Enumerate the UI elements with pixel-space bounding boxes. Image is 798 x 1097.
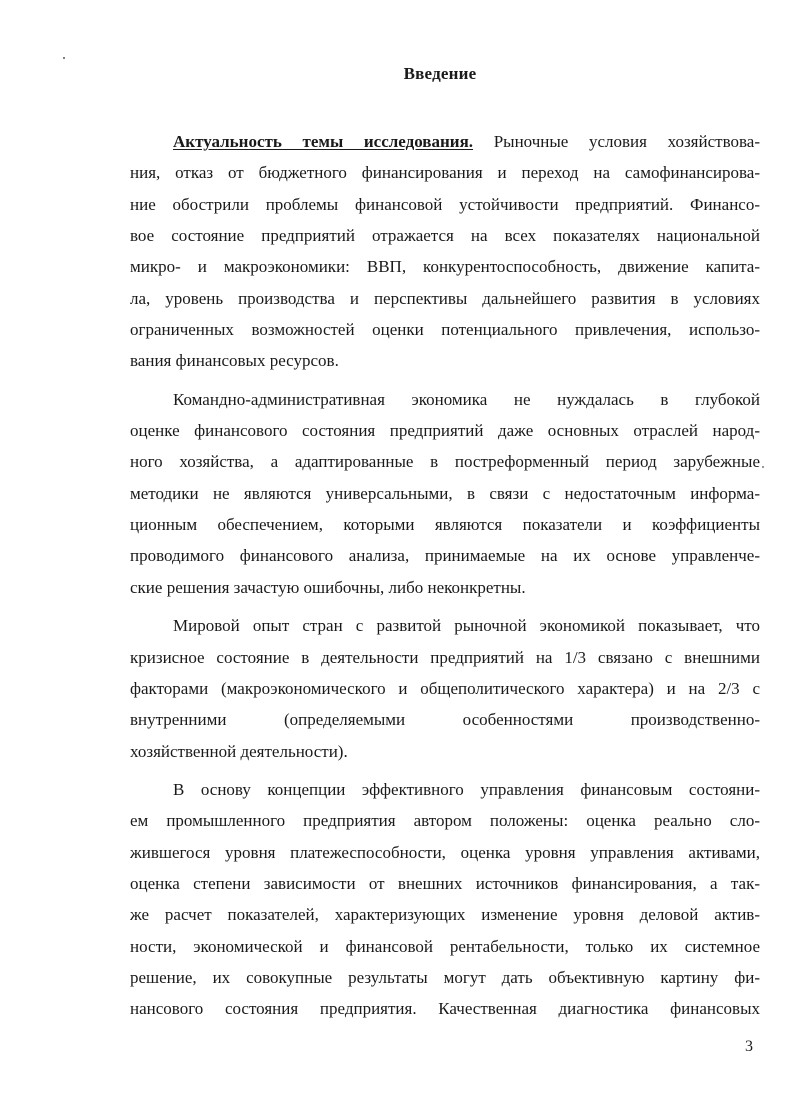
text-line: ограниченных возможностей оценки потенциального привлечения, использо- xyxy=(130,320,760,340)
text-line: внутренними (определяемыми особенностями производственно- xyxy=(130,710,760,730)
text-line: жившегося уровня платежеспособности, оценка уровня управления активами, xyxy=(130,842,760,862)
text-line: проводимого финансового анализа, принимаемые на их основе управленче- xyxy=(130,546,760,566)
text-line xyxy=(130,126,760,157)
text-line: оценке финансового состояния предприятий даже основных отраслей народ- xyxy=(130,421,760,441)
text-line: решение, их совокупные результаты могут дать объективную картину фи- xyxy=(130,967,760,987)
text-line: Командно-административная экономика не нуждалась в глубокой xyxy=(173,389,760,409)
scan-speck xyxy=(762,466,764,468)
text-line: вания финансовых ресурсов. xyxy=(130,351,339,371)
text-line: факторами (макроэкономического и общеполитического характера) и на 2/3 с xyxy=(130,678,760,698)
text-line: ности, экономической и финансовой рентабельности, только их системное xyxy=(130,936,760,956)
text-line: ного хозяйства, а адаптированные в постреформенный период зарубежные xyxy=(130,452,760,472)
text-line: оценка степени зависимости от внешних источников финансирования, а так- xyxy=(130,873,760,893)
text-line: хозяйственной деятельности). xyxy=(130,741,348,761)
section-heading: Актуальность темы исследования. xyxy=(173,132,474,151)
text-line: ла, уровень производства и перспективы дальнейшего развития в условиях xyxy=(130,288,760,308)
text-line: вое состояние предприятий отражается на всех показателях национальной xyxy=(130,226,760,246)
text-line: нансового состояния предприятия. Качественная диагностика финансовых xyxy=(130,999,760,1019)
text-line: микро- и макроэкономики: ВВП, конкурентоспособность, движение капита- xyxy=(130,257,760,277)
text-line: ния, отказ от бюджетного финансирования и переход на самофинансирова- xyxy=(130,163,760,183)
text-fragment: Рыночные условия хозяйствова- xyxy=(493,132,760,151)
text-line: Мировой опыт стран с развитой рыночной экономикой показывает, что xyxy=(173,616,760,636)
text-line: В основу концепции эффективного управления финансовым состояни- xyxy=(173,779,760,799)
document-body xyxy=(130,126,760,1025)
text-line: ние обострили проблемы финансовой устойчивости предприятий. Финансо- xyxy=(130,194,760,214)
scan-speck xyxy=(63,57,65,59)
text-line: ционным обеспечением, которыми являются показатели и коэффициенты xyxy=(130,515,760,535)
text-line: ем промышленного предприятия автором положены: оценка реально сло- xyxy=(130,811,760,831)
page-number: 3 xyxy=(745,1038,753,1055)
text-line: же расчет показателей, характеризующих изменение уровня деловой актив- xyxy=(130,905,760,925)
text-line: кризисное состояние в деятельности предприятий на 1/3 связано с внешними xyxy=(130,647,760,667)
text-line: ские решения зачастую ошибочны, либо неконкретны. xyxy=(130,577,526,597)
text-line: методики не являются универсальными, в связи с недостаточным информа- xyxy=(130,483,760,503)
page-title: Введение xyxy=(403,64,477,83)
